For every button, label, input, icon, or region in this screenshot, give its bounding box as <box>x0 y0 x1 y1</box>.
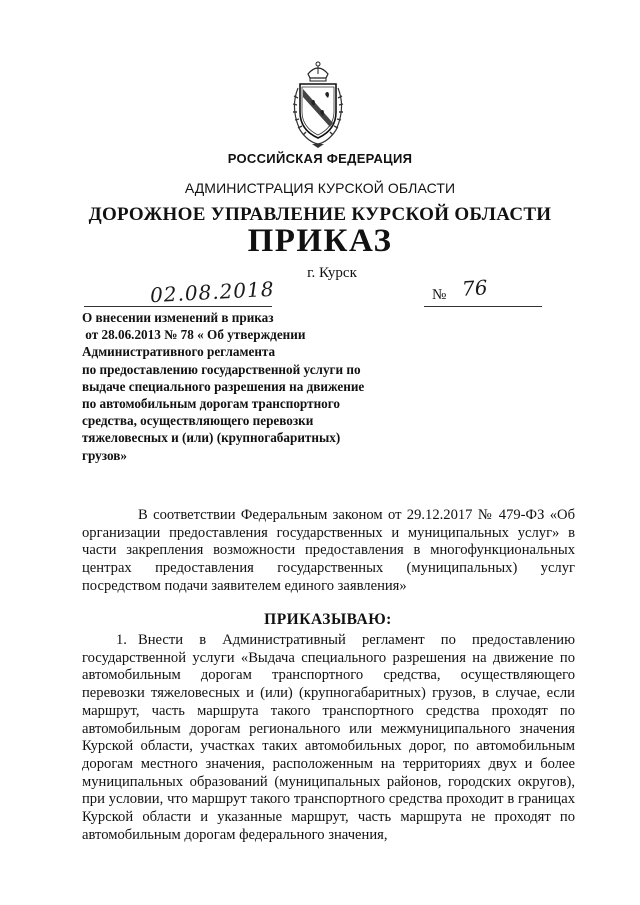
subject-line: грузов» <box>82 447 127 463</box>
order-subject <box>82 309 422 464</box>
subject-line: средства, осуществляющего перевозки <box>82 413 314 429</box>
order-item-1 <box>82 632 575 844</box>
subject-line: от 28.06.2013 № 78 « Об утверждении <box>82 327 306 343</box>
subject-line: Административного регламента <box>82 344 276 360</box>
subject-line: тяжеловесных и (или) (крупногабаритных) <box>82 430 341 446</box>
department-heading: ДОРОЖНОЕ УПРАВЛЕНИЕ КУРСКОЙ ОБЛАСТИ <box>88 204 552 225</box>
administration-heading: АДМИНИСТРАЦИЯ КУРСКОЙ ОБЛАСТИ <box>184 180 456 196</box>
handwritten-number: 76 <box>461 275 489 301</box>
subject-line: О внесении изменений в приказ <box>82 310 274 325</box>
preamble-paragraph <box>82 507 575 596</box>
handwritten-date: 02.08.2018 <box>149 276 276 308</box>
federation-heading: РОССИЙСКАЯ ФЕДЕРАЦИЯ <box>227 151 413 166</box>
number-label: № <box>432 287 447 303</box>
item-number: 1. <box>116 632 127 648</box>
document-type-title: ПРИКАЗ <box>247 223 393 259</box>
subject-line: по автомобильным дорогам транспортного <box>82 396 341 412</box>
subject-line: выдаче специального разрешения на движение <box>82 378 365 394</box>
date-underline <box>84 306 272 307</box>
coat-of-arms-icon <box>286 60 350 150</box>
item-text: Внести в Административный регламент по предоставлению государственной услуги «Выдача специального разрешения на движение по автомобильным дорогам транспортного средства, осуществляющего перевозки тяжеловесных и (или) (крупногабаритных) грузов, в случае, если маршрут, часть маршрута такого транспортного средства проходят по автомобильным дорогам регионального или межмуниципального значения Курской области, участках таких автомобильных дорог, по автомобильным дорогам местного значения, расположенным на территориях двух и более муниципальных образований (муниципальных районов, городских округов), при условии, что маршрут такого транспортного средства проходит в границах Курской области и указанные маршрут, часть маршрута не проходят по автомобильным дорогам федерального значения, <box>82 632 575 843</box>
decree-heading: ПРИКАЗЫВАЮ: <box>264 611 392 628</box>
city-label: г. Курск <box>307 265 357 281</box>
subject-line: по предоставлению государственной услуги по <box>82 361 361 377</box>
preamble-text: В соответствии Федеральным законом от 29.12.2017 № 479-ФЗ «Об организации предоставления государственных и муниципальных услуг» в части закрепления возможности предоставления в многофункциональных центрах предоставления государственных (муниципальных) услуг посредством подачи заявителем единого заявления» <box>82 507 575 594</box>
number-underline <box>424 306 542 307</box>
